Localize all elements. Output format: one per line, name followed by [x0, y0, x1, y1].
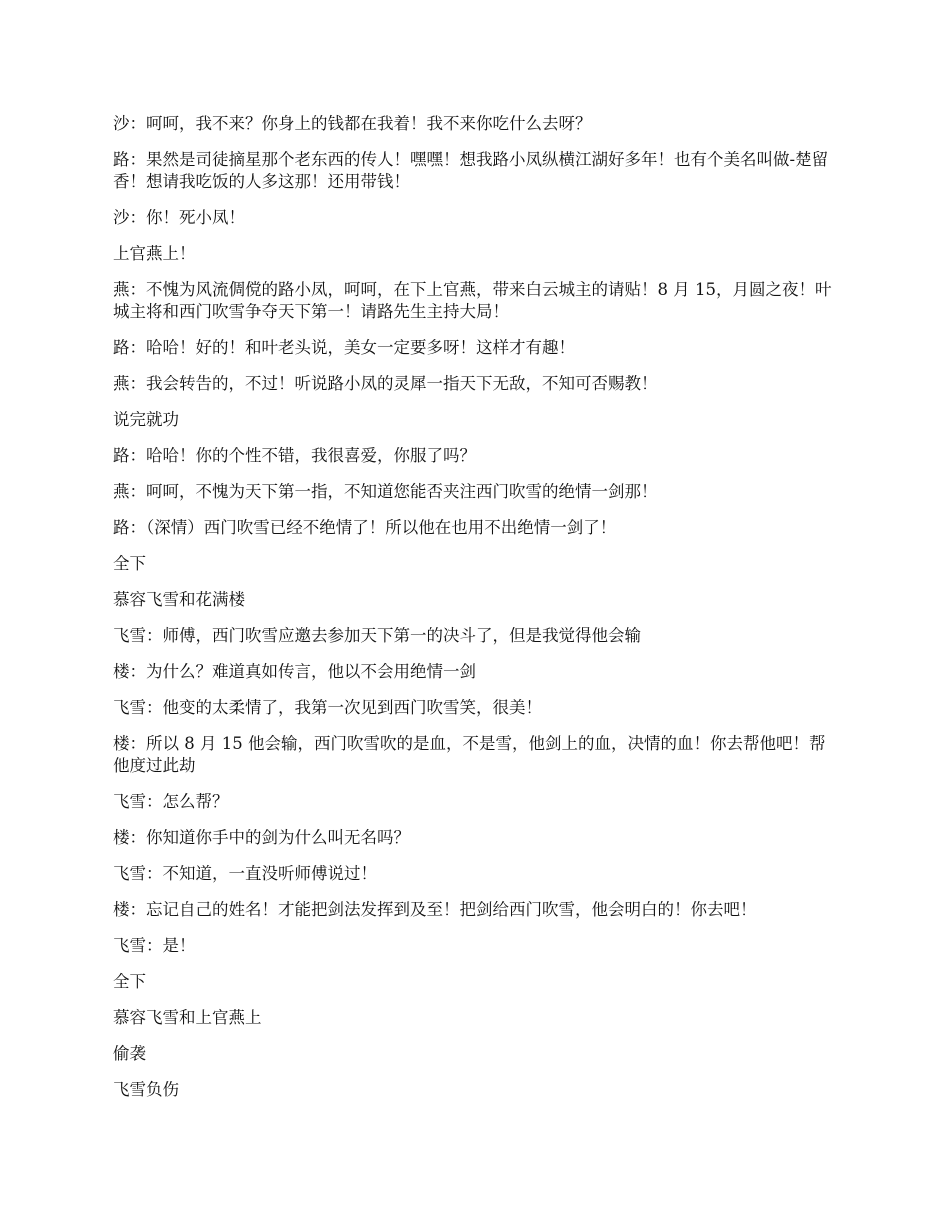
paragraph: 楼：为什么？难道真如传言，他以不会用绝情一剑	[113, 662, 476, 681]
paragraph: 沙：你！死小凤！	[113, 208, 245, 227]
paragraph: 慕容飞雪和上官燕上	[113, 1008, 262, 1027]
paragraph: 慕容飞雪和花满楼	[113, 590, 245, 609]
paragraph: 全下	[113, 554, 146, 573]
paragraph: 飞雪：师傅，西门吹雪应邀去参加天下第一的决斗了，但是我觉得他会输	[113, 626, 641, 645]
paragraph: 楼：忘记自己的姓名！才能把剑法发挥到及至！把剑给西门吹雪，他会明白的！你去吧！	[113, 900, 757, 919]
document-body	[113, 113, 841, 1115]
paragraph: 飞雪：是！	[113, 936, 196, 955]
paragraph: 燕：呵呵，不愧为天下第一指，不知道您能否夹注西门吹雪的绝情一剑那！	[113, 482, 658, 501]
paragraph: 楼：所以 8 月 15 他会输，西门吹雪吹的是血，不是雪，他剑上的血，决情的血！你去帮他吧！帮他度过此劫	[113, 734, 826, 775]
paragraph: 路：哈哈！好的！和叶老头说，美女一定要多呀！这样才有趣！	[113, 338, 575, 357]
paragraph: 飞雪：不知道，一直没听师傅说过！	[113, 864, 377, 883]
paragraph: 燕：我会转告的，不过！听说路小凤的灵犀一指天下无敌，不知可否赐教！	[113, 374, 658, 393]
paragraph: 路：哈哈！你的个性不错，我很喜爱，你服了吗？	[113, 446, 476, 465]
paragraph: 飞雪负伤	[113, 1080, 179, 1099]
paragraph: 楼：你知道你手中的剑为什么叫无名吗？	[113, 828, 410, 847]
paragraph: 燕：不愧为风流倜傥的路小凤，呵呵，在下上官燕，带来白云城主的请贴！8 月 15，月圆之夜！叶城主将和西门吹雪争夺天下第一！请路先生主持大局！	[113, 280, 832, 321]
paragraph: 全下	[113, 972, 146, 991]
paragraph: 飞雪：他变的太柔情了，我第一次见到西门吹雪笑，很美！	[113, 698, 542, 717]
paragraph: 路：（深情）西门吹雪已经不绝情了！所以他在也用不出绝情一剑了！	[113, 518, 617, 537]
paragraph: 偷袭	[113, 1044, 146, 1063]
paragraph: 上官燕上！	[113, 244, 196, 263]
paragraph: 说完就功	[113, 410, 179, 429]
paragraph: 沙：呵呵，我不来？你身上的钱都在我着！我不来你吃什么去呀？	[113, 114, 592, 133]
paragraph: 飞雪：怎么帮？	[113, 792, 229, 811]
paragraph: 路：果然是司徒摘星那个老东西的传人！嘿嘿！想我路小凤纵横江湖好多年！也有个美名叫做-楚留香！想请我吃饭的人多这那！还用带钱！	[113, 150, 829, 191]
